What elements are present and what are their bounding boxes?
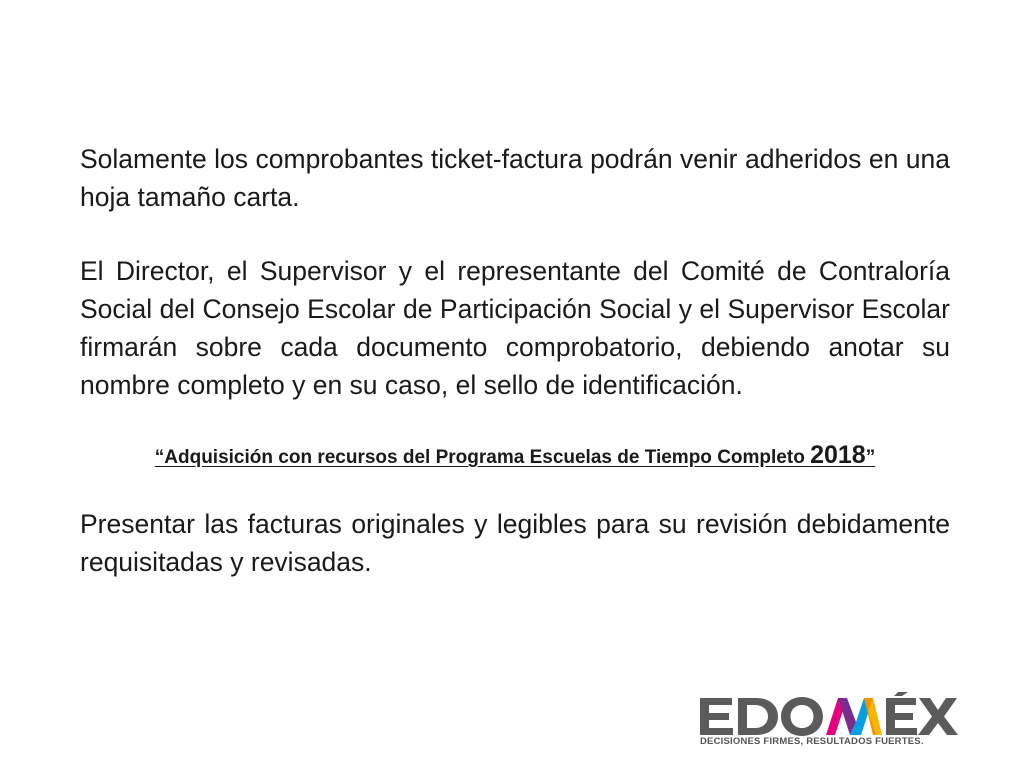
- logo-tagline: DECISIONES FIRMES, RESULTADOS FUERTES.: [700, 736, 924, 747]
- paragraph-facturas: Presentar las facturas originales y legibles para su revisión debidamente requisitadas y revisadas.: [80, 509, 950, 577]
- paragraph-ticket-factura: Solamente los comprobantes ticket-factura podrán venir adheridos en una hoja tamaño carta.: [80, 144, 950, 212]
- paragraph-firmas: El Director, el Supervisor y el representante del Comité de Contraloría Social del Consejo Escolar de Participación Social y el Supervisor Escolar firmarán sobre cada documento comprobatorio, debiendo anotar su nombre completo y en su caso, el sello de identificación.: [80, 256, 950, 400]
- edomex-wordmark-graphic: [698, 692, 960, 736]
- slide-body: [80, 140, 950, 581]
- subtitle-close-quote: ”: [865, 447, 876, 468]
- subtitle-text: “Adquisición con recursos del Programa Escuelas de Tiempo Completo: [154, 447, 811, 468]
- edomex-logo: [698, 692, 960, 752]
- subtitle-year: 2018: [810, 441, 866, 469]
- program-subtitle: [80, 440, 950, 473]
